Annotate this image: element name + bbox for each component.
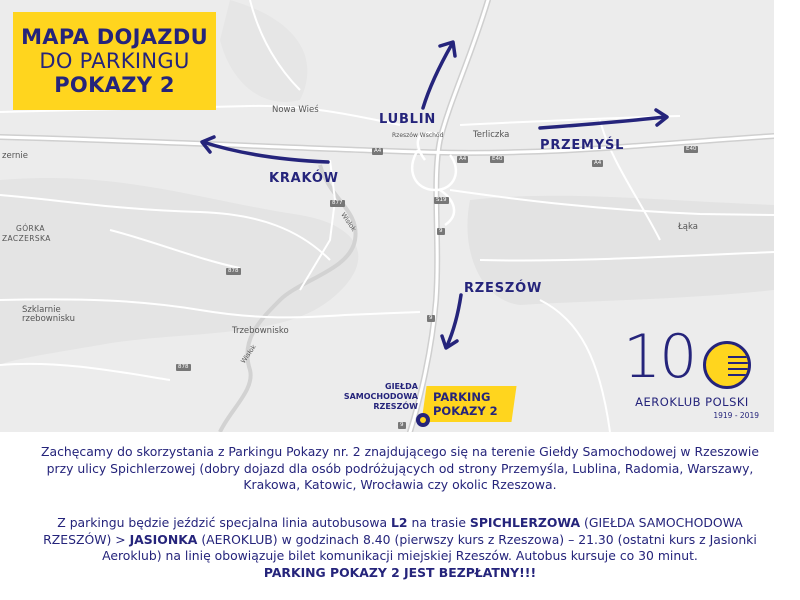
- parking-tag-line-2: POKAZY 2: [433, 404, 498, 418]
- road-badge-9-3: 9: [400, 422, 404, 428]
- road-badge-e40-2: E40: [686, 146, 697, 152]
- route-end: JASIONKA: [129, 531, 198, 547]
- info-paragraph-1: [0, 444, 800, 494]
- free-parking-notice: PARKING POKAZY 2 JEST BEZPŁATNY!!!: [263, 564, 537, 580]
- aeroklub-logo: [623, 322, 761, 425]
- p2-text: (GIEŁDA SAMOCHODOWA: [580, 515, 743, 530]
- town-rzeszow-wschod: Rzeszów Wschód: [392, 132, 444, 139]
- info-paragraph-2: [0, 515, 800, 581]
- direction-krakow: KRAKÓW: [269, 171, 339, 186]
- road-badge-878: 878: [228, 268, 239, 274]
- p2-text: (AEROKLUB) w godzinach 8.40 (pierwszy kurs z Rzeszowa) – 21.30 (ostatni kurs z Jasionki: [197, 531, 757, 547]
- town-trzebownisko: Trzebownisko: [232, 326, 289, 336]
- p1-line-2: przy ulicy Spichlerzowej (dobry dojazd dla osób podróżujących od strony Przemyśla, Lublina, Radomia, Warszawy,: [46, 460, 754, 476]
- p2-line-3: Aeroklub) na linię obowiązuje bilet komunikacji miejskiej Rzeszów. Autobus kursuje co 30 minut.: [102, 548, 698, 563]
- p2-text: RZESZÓW) >: [43, 531, 130, 547]
- p1-line-3: Krakowa, Katowic, Wrocławia czy okolic Rzeszowa.: [243, 477, 557, 492]
- direction-przemysl: PRZEMYŚL: [540, 138, 625, 153]
- town-gorka: GÓRKA: [16, 224, 45, 233]
- parking-tag[interactable]: [424, 386, 514, 422]
- town-zaczerska: ZACZERSKA: [2, 234, 51, 243]
- town-terliczka: Terliczka: [473, 130, 510, 140]
- road-badge-9-1: 9: [439, 228, 443, 234]
- gielda-line-3: RZESZÓW: [373, 402, 418, 411]
- parking-tag-text: [424, 386, 514, 418]
- town-zerznie: zernie: [2, 151, 29, 161]
- river-label-2: Wisłok: [239, 343, 258, 365]
- logo-circle-icon: [703, 341, 751, 389]
- p2-line-2: [0, 532, 800, 549]
- p2-text: na trasie: [407, 515, 470, 530]
- direction-lublin: LUBLIN: [379, 112, 437, 127]
- town-nowa-wies: Nowa Wieś: [272, 105, 319, 115]
- title-line-2: DO PARKINGU: [39, 49, 190, 73]
- route-start: SPICHLERZOWA: [469, 515, 581, 530]
- direction-rzeszow: RZESZÓW: [464, 281, 543, 296]
- arrow-rzeszow: [447, 295, 461, 346]
- title-line-3: POKAZY 2: [54, 73, 175, 97]
- bus-line-name: L2: [391, 515, 408, 530]
- road-badge-s19: S19: [436, 197, 447, 203]
- gielda-label: [330, 382, 418, 412]
- road-badge-878-2: 878: [178, 364, 189, 370]
- road-badge-a4-3: A4: [594, 160, 602, 166]
- road-badge-9-2: 9: [429, 315, 433, 321]
- p2-text: Z parkingu będzie jeździć specjalna linia autobusowa: [57, 515, 392, 530]
- title-line-1: MAPA DOJAZDU: [21, 25, 208, 49]
- town-rzebownisko: rzebownisku: [22, 314, 75, 324]
- logo-number: 10: [623, 322, 696, 392]
- river-label-1: Wisłok: [339, 211, 358, 233]
- map-title-box: [13, 12, 216, 110]
- town-szklarnie: Szklarnie: [22, 305, 61, 315]
- p1-line-1: Zachęcamy do skorzystania z Parkingu Pokazy nr. 2 znajdującego się na terenie Giełdy Samochodowej w Rzeszowie: [41, 444, 759, 459]
- road-badge-877: 877: [332, 200, 343, 206]
- logo-years: 1919 - 2019: [713, 411, 759, 420]
- parking-location-pin-icon[interactable]: [416, 413, 430, 427]
- gielda-line-1: GIEŁDA: [385, 382, 418, 391]
- road-badge-a4-1: A4: [374, 148, 382, 154]
- arrow-lublin: [423, 44, 452, 108]
- gielda-line-2: SAMOCHODOWA: [343, 392, 418, 401]
- road-badge-e40-1: E40: [492, 156, 503, 162]
- road-badge-a4-2: A4: [459, 156, 467, 162]
- parking-tag-line-1: PARKING: [433, 390, 491, 404]
- logo-org-name: AEROKLUB POLSKI: [635, 395, 749, 409]
- town-laka: Łąka: [678, 222, 698, 232]
- p2-line-1: [0, 515, 800, 532]
